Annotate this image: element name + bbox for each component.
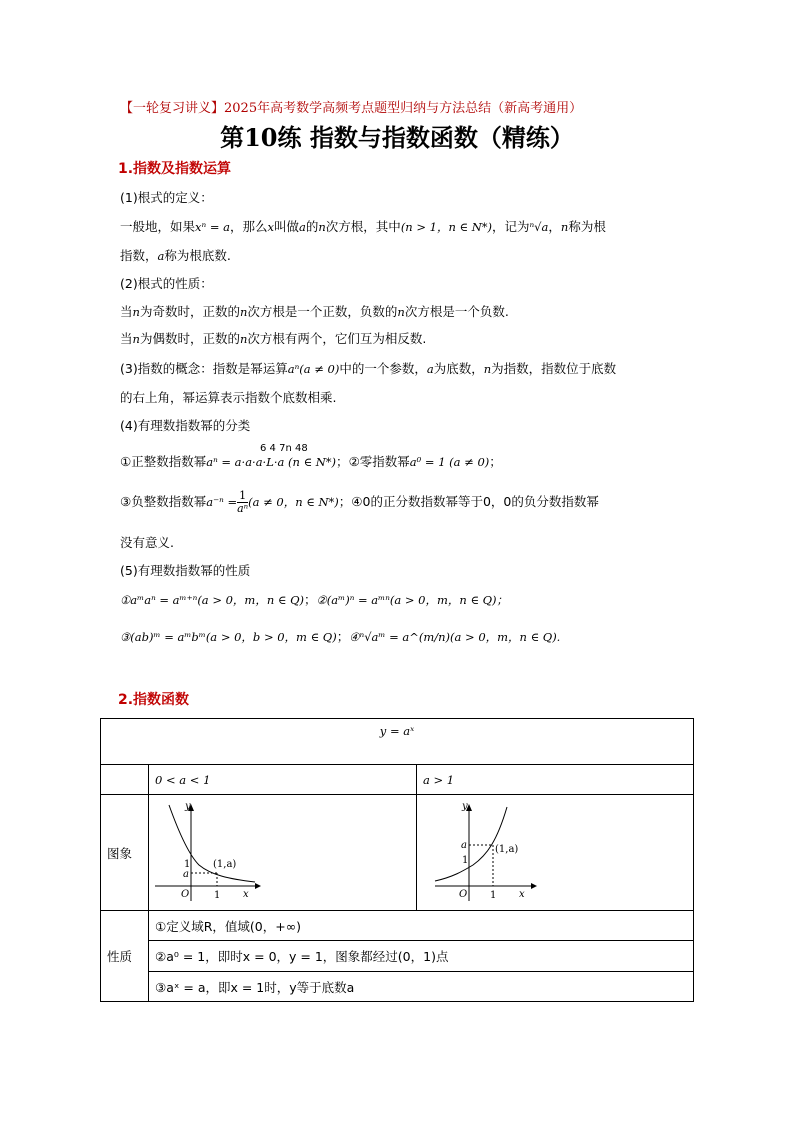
math-xn-eq-a: xⁿ = a [195,220,230,234]
text: 指数， [120,248,158,263]
graph-decreasing [155,801,265,901]
rule-1: ①aᵐaⁿ = aᵐ⁺ⁿ(a > 0，m，n ∈ Q) [120,593,304,607]
label-x: x [519,889,525,900]
text: 称为根底数. [164,248,231,263]
label-y: y [462,801,468,812]
math-n: n [132,305,140,319]
text: ； [338,494,352,509]
text: ， [548,219,561,234]
math-pos-int: aⁿ = a·a·a·L·a (n ∈ N*) [206,455,337,469]
text: 为偶数时，正数的 [139,331,240,346]
section-heading-2: 2.指数函数 [118,692,190,708]
text: 中的一个参数， [339,361,427,376]
x-arrow [255,883,261,889]
math-a: a [299,220,306,234]
label-a: a [461,840,467,851]
p4-line3: 没有意义. [120,535,174,550]
fraction-den: aⁿ [237,502,249,515]
label-1-y: 1 [462,855,469,866]
exp-function-table [100,718,694,1002]
math-n: n [397,305,405,319]
text: 为指数，指数位于底数 [491,361,617,376]
p5-line1 [120,590,508,608]
text: ③负整数指数幂 [120,494,207,509]
math-x: x [267,220,274,234]
p2-line1 [120,302,509,320]
text: 当 [120,331,133,346]
text: ； [489,454,502,469]
text: 次方根有两个，它们互为相反数. [247,331,427,346]
p3-line2: 的右上角，幂运算表示指数个底数相乘. [120,390,337,405]
table-row [101,719,694,765]
rule-4: ④ⁿ√aᵐ = a^(m/n)(a > 0，m，n ∈ Q). [349,630,561,644]
text: 当 [120,304,133,319]
prop-2: ②a⁰ = 1，即时x = 0，y = 1，图象都经过(0，1)点 [149,941,694,972]
x-arrow [531,883,537,889]
series-header: 【一轮复习讲义】2025年高考数学高频考点题型归纳与方法总结（新高考通用） [120,101,583,116]
math-n: n [239,305,248,319]
math-cond: (n > 1，n ∈ N*) [400,220,492,234]
table-row [101,765,694,795]
prop-1: ①定义域R，值域(0，+∞) [149,911,694,941]
math-a: a [157,249,165,263]
label-1-x: 1 [214,890,221,901]
text: ，那么 [229,219,268,234]
prop-3: ③aˣ = a，即x = 1时，y等于底数a [149,972,694,1002]
graph-increasing [431,801,541,901]
text: ①正整数指数幂 [120,454,207,469]
table-cell-empty [101,765,149,795]
label-point: (1,a) [213,859,237,870]
text: ； [303,592,317,607]
fraction [237,490,248,515]
math-root: ⁿ√a [529,220,549,234]
label-o: O [459,889,468,900]
table-formula [101,719,694,765]
table-row-label-graph: 图象 [101,795,149,911]
rule-2: ②(aᵐ)ⁿ = aᵐⁿ(a > 0，m，n ∈ Q)； [316,593,509,607]
section-heading-1: 1.指数及指数运算 [118,161,232,177]
formula: y = aˣ [379,724,415,738]
case-2-text: a > 1 [423,773,455,787]
text: 一般地，如果 [120,219,196,234]
table-row [101,795,694,911]
case-1-text: 0 < a < 1 [155,773,211,787]
math-an-ne0: aⁿ(a ≠ 0) [287,362,340,376]
math-n: n [560,220,569,234]
table-row [101,972,694,1002]
text: ； [336,629,350,644]
table-row-label-props: 性质 [101,911,149,1002]
text: 次方根，其中 [325,219,401,234]
curve-decreasing [169,805,255,882]
label-y: y [185,801,191,812]
p1-line1 [120,217,606,235]
math-neg-lhs: a⁻ⁿ = [206,495,238,509]
text: 次方根是一个正数，负数的 [247,304,398,319]
text: ，记为 [492,219,530,234]
text: 称为根 [568,219,606,234]
text: 为奇数时，正数的 [139,304,240,319]
math-zero-pow: a⁰ = 1 (a ≠ 0) [409,455,490,469]
p4-head: (4)有理数指数幂的分类 [120,418,251,433]
math-n: n [239,332,248,346]
math-neg-cond: (a ≠ 0，n ∈ N*) [248,495,339,509]
graph-cell-decreasing [149,795,417,911]
table-row [101,911,694,941]
table-row [101,941,694,972]
graph-cell-increasing [417,795,694,911]
p3-line1 [120,359,616,377]
math-a: a [426,362,434,376]
text: 叫做 [273,219,299,234]
label-x: x [243,889,249,900]
p2-head: (2)根式的性质： [120,276,213,291]
p2-line2 [120,329,426,347]
text: 为底数， [433,361,484,376]
text: ②零指数幂 [348,454,410,469]
p5-head: (5)有理数指数幂的性质 [120,563,251,578]
label-1-y: 1 [184,859,191,870]
text: (3)指数的概念：指数是幂运算 [120,361,288,376]
text: 次方根是一个负数. [404,304,509,319]
label-point: (1,a) [495,844,519,855]
table-case-2 [417,765,694,795]
p1-line2 [120,246,231,264]
math-n: n [318,220,326,234]
label-o: O [181,889,190,900]
fraction-num: 1 [237,490,248,503]
p1-head: (1)根式的定义： [120,190,213,205]
label-1-x: 1 [490,890,497,901]
p4-line1 [120,452,502,470]
table-case-1 [149,765,417,795]
text: ④0的正分数指数幂等于0，0的负分数指数幂 [351,494,599,509]
math-n: n [483,362,492,376]
text: 的 [305,219,319,234]
math-n: n [132,332,140,346]
n-overbrace-label: 6 4 7n 48 [260,443,308,454]
text: ； [336,454,349,469]
p4-line2 [120,490,599,515]
rule-3: ③(ab)ᵐ = aᵐbᵐ(a > 0，b > 0，m ∈ Q) [120,630,337,644]
p5-line2 [120,627,560,645]
label-a: a [183,869,189,880]
page-title: 第10练 指数与指数函数（精练） [220,123,574,152]
